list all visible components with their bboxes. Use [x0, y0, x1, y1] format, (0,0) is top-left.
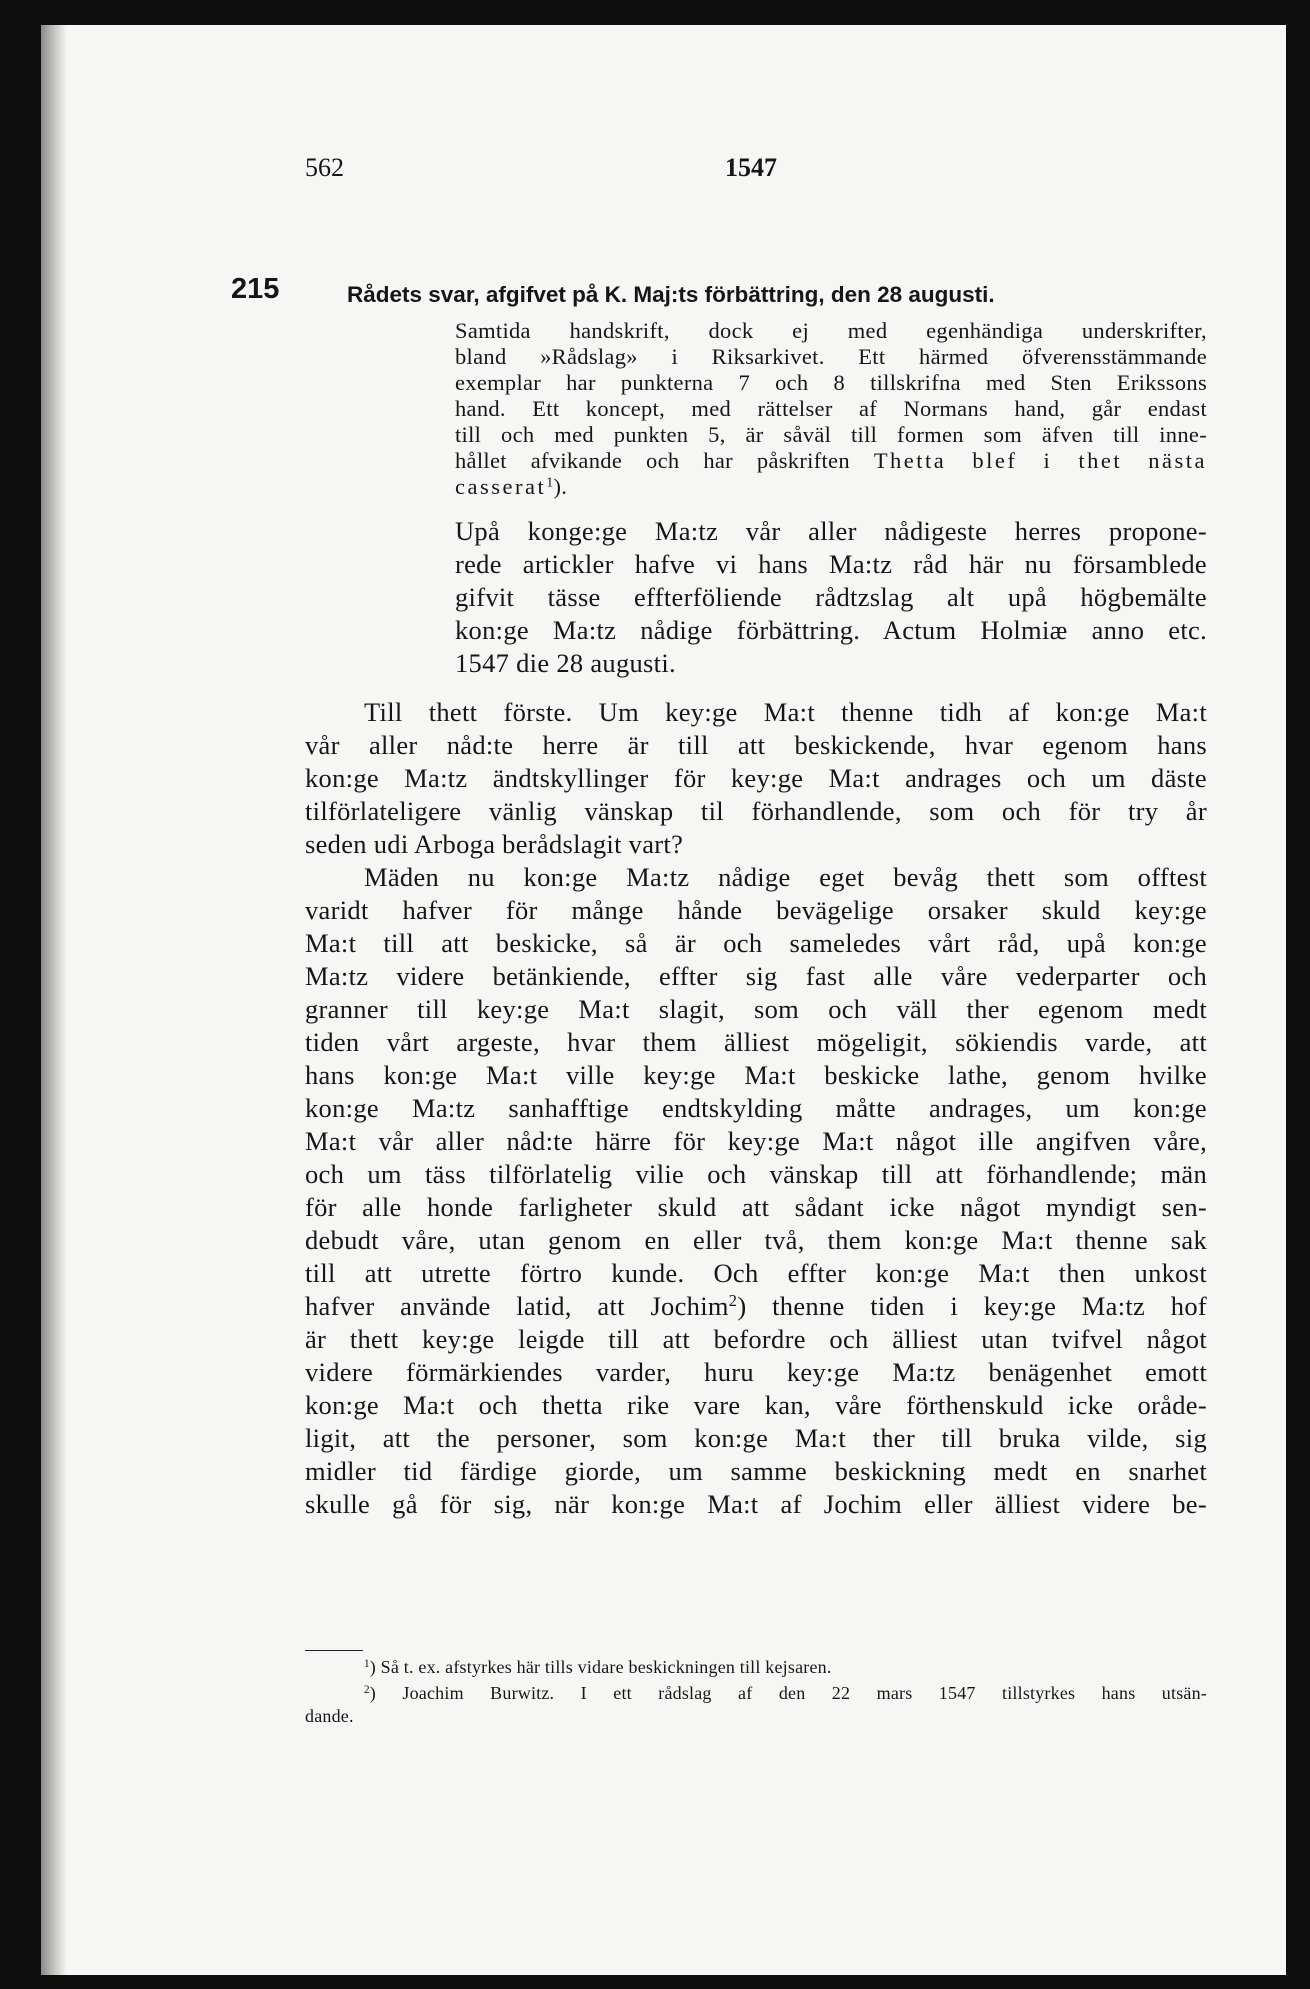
- source-note-text: hållet afvikande och har påskriften: [455, 448, 850, 473]
- source-note-line: Samtida handskrift, dock ej med egenhändiga underskrifter,: [455, 318, 1207, 343]
- source-note-line: [455, 448, 1207, 474]
- body-line: Upå konge:ge Ma:tz vår aller nådigeste herres propone-: [455, 516, 1207, 546]
- body-line: gifvit tässe effterföliende rådtzslag alt upå högbemälte: [455, 582, 1207, 612]
- body-line: hans kon:ge Ma:t ville key:ge Ma:t beskicke lathe, genom hvilke: [305, 1060, 1207, 1090]
- body-line: seden udi Arboga berådslagit vart?: [305, 829, 684, 859]
- entry-heading: Rådets svar, afgifvet på K. Maj:ts förbättring, den 28 augusti.: [347, 282, 995, 307]
- body-line: vår aller nåd:te herre är till att beskickende, hvar egenom hans: [305, 730, 1207, 760]
- source-note-line: exemplar har punkterna 7 och 8 tillskrifna med Sten Erikssons: [455, 370, 1207, 395]
- footnote-1: [364, 1657, 832, 1678]
- body-line: 1547 die 28 augusti.: [455, 648, 676, 678]
- footnote-ref-1: 1: [546, 475, 554, 491]
- body-line: kon:ge Ma:tz sanhafftige endtskylding måtte andrages, um kon:ge: [305, 1093, 1207, 1123]
- body-line: för alle honde farligheter skuld att sådant icke något myndigt sen-: [305, 1192, 1207, 1222]
- entry-number: 215: [231, 273, 280, 305]
- body-line: granner till key:ge Ma:t slagit, som och väll ther egenom medt: [305, 994, 1207, 1024]
- running-head-year: 1547: [725, 153, 777, 182]
- source-note-spaced-quote: casserat: [455, 474, 547, 499]
- page-number: 562: [305, 153, 344, 182]
- source-note-line: bland »Rådslag» i Riksarkivet. Ett härmed öfverensstämmande: [455, 344, 1207, 369]
- body-line: midler tid färdige giorde, um samme beskickning medt en snarhet: [305, 1456, 1207, 1486]
- body-line: kon:ge Ma:tz nådige förbättring. Actum Holmiæ anno etc.: [455, 615, 1207, 645]
- footnote-mark: 1: [364, 1657, 370, 1670]
- source-note-text: ).: [553, 474, 568, 499]
- footnote-text: ) Så t. ex. afstyrkes här tills vidare beskickningen till kejsaren.: [369, 1657, 832, 1677]
- source-note-line: till och med punkten 5, är såväl till formen som äfven till inne-: [455, 422, 1207, 447]
- footnote-2: [364, 1683, 1207, 1704]
- body-text: hafver användе latid, att Jochim: [305, 1291, 729, 1321]
- body-line: är thett key:ge leigde till att befordre och älliest utan tvifvel något: [305, 1324, 1207, 1354]
- document-page: [231, 0, 1207, 1989]
- body-line: Ma:tz videre betänkiende, effter sig fast alle våre vederparter och: [305, 961, 1207, 991]
- body-line: Mäden nu kon:ge Ma:tz nådige eget bevåg thett som offtest: [364, 862, 1207, 892]
- footnote-mark: 2: [364, 1683, 370, 1696]
- body-line: varidt hafver för månge hånde bevägelige orsaker skuld key:ge: [305, 895, 1207, 925]
- body-line: Ma:t till att beskicke, så är och sameledes vårt råd, upå kon:ge: [305, 928, 1207, 958]
- footnote-2-continuation: dande.: [305, 1706, 354, 1726]
- body-line: debudt våre, utan genom en eller två, them kon:ge Ma:t thenne sak: [305, 1225, 1207, 1255]
- body-line: Till thett förste. Um key:ge Ma:t thenne tidh af kon:ge Ma:t: [364, 697, 1207, 727]
- body-line: videre förmärkiendes varder, huru key:ge Ma:tz benägenhet emott: [305, 1357, 1207, 1387]
- body-line: rede artickler hafve vi hans Ma:tz råd här nu församblede: [455, 549, 1207, 579]
- page-edge-shadow: [41, 25, 67, 1975]
- body-line: ligit, att the personer, som kon:ge Ma:t ther till bruka vilde, sig: [305, 1423, 1207, 1453]
- body-line: tilförlateligere vänlig vänskap til förhandlende, som och för try år: [305, 796, 1207, 826]
- source-note-line: [455, 474, 567, 500]
- footnote-ref-2: 2: [728, 1290, 738, 1310]
- body-text: ) thenne tiden i key:ge Ma:tz hof: [737, 1291, 1207, 1321]
- body-line: Ma:t vår aller nåd:te härre för key:ge Ma:t något ille angifven våre,: [305, 1126, 1207, 1156]
- body-line: kon:ge Ma:t och thetta rike vare kan, våre förthenskuld icke oråde-: [305, 1390, 1207, 1420]
- body-line: [305, 1291, 1207, 1322]
- footnote-divider: [305, 1650, 363, 1651]
- source-note-line: hand. Ett koncept, med rättelser af Normans hand, går endast: [455, 396, 1207, 421]
- body-line: tiden vårt argeste, hvar them älliest mögeligit, sökiendis varde, att: [305, 1027, 1207, 1057]
- body-line: till att utrette förtro kunde. Och effter kon:ge Ma:t then unkost: [305, 1258, 1207, 1288]
- footnote-text: ) Joachim Burwitz. I ett rådslag af den 22 mars 1547 tillstyrkes hans utsän-: [369, 1683, 1207, 1703]
- body-line: kon:ge Ma:tz ändtskyllinger för key:ge Ma:t andrages och um däste: [305, 763, 1207, 793]
- source-note-spaced-quote: Thetta blef i thet nästa: [873, 448, 1207, 473]
- body-line: och um täss tilförlatelig vilie och vänskap till att förhandlende; män: [305, 1159, 1207, 1189]
- body-line: skulle gå för sig, när kon:ge Ma:t af Jochim eller älliest videre be-: [305, 1489, 1207, 1519]
